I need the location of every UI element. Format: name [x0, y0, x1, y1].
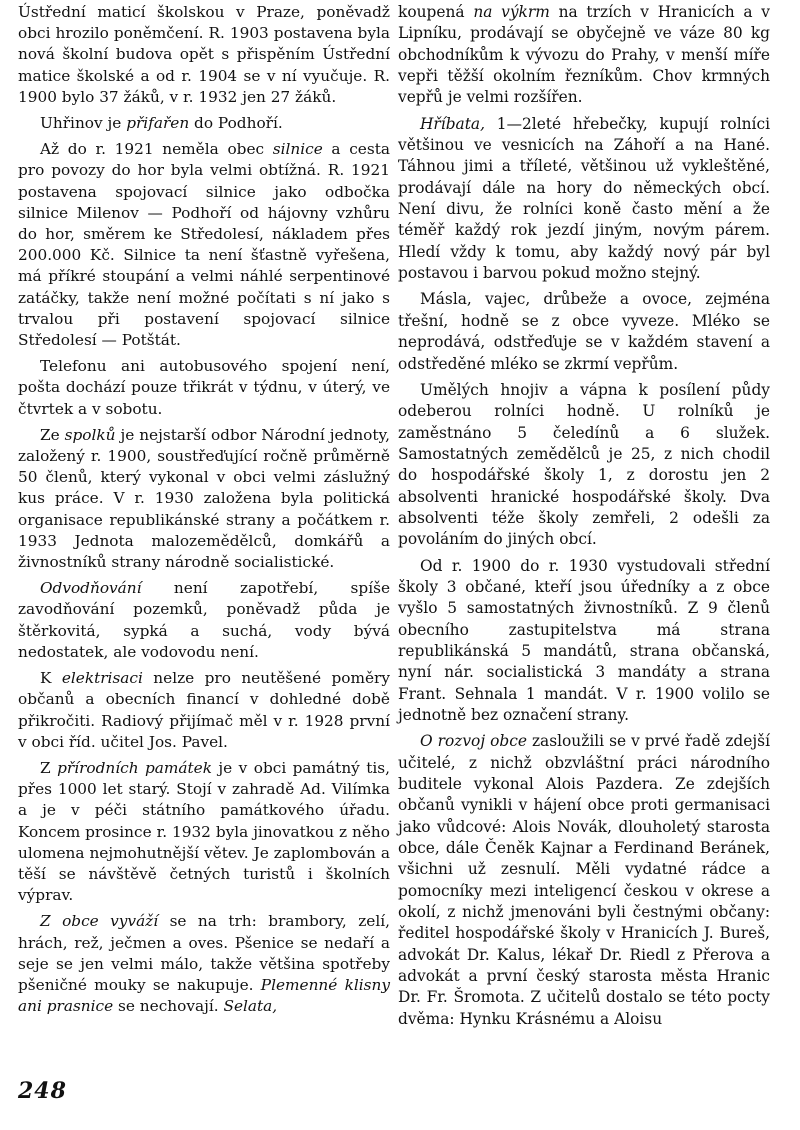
- italic-term: spolků: [64, 425, 116, 444]
- text-run: je v obci památný tis, přes 1000 let starý. Stojí v zahradě Ad. Vilímka a je v péči státního památkového úřadu. Koncem prosince r. 1932 byla jinovatkou z něho ulomena nejmohutnější větev. Je zaplombován a těší se návštěvě četných turistů i školních výprav.: [18, 758, 391, 905]
- paragraph: [18, 668, 390, 753]
- text-run: 1—2leté hřebečky, kupují rolníci většinou ve vesnicích na Záhoří a na Hané. Táhnou jimi a tříleté, většinou už vykleštěné, prodávají dále na hory do německých obcí. Není divu, že rolníci koně často mění a že téměř každý rok jezdí jiným, novým párem. Hledí vždy k tomu, aby každý nový pár byl postavou i barvou pokud možno stejný.: [398, 114, 770, 283]
- text-run: je nejstarší odbor Národní jednoty, založený r. 1900, soustřeďující ročně průměrně 50 členů, který vykonal v obci velmi záslužný kus práce. V r. 1930 založena byla politická organisace republikánské strany a počátkem r. 1933 Jednota malozemědělců, domkářů a živnostníků strany národně socialistické.: [18, 425, 391, 572]
- italic-term: Plemenné klisny ani prasnice: [18, 975, 391, 1016]
- page-number: 248: [18, 1078, 67, 1104]
- text-run: a cesta pro povozy do hor byla velmi obtížná. R. 1921 postavena spojovací silnice jako odbočka silnice Milenov — Podhoří od hájovny vzhůru do hor, směrem ke Středolesí, nákladem přes 200.000 Kč. Silnice ta není šťastně vyřešena, má příkré stoupání a velmi náhlé serpentinové zatáčky, takže není možné počítati s ní jako s trvalou při postavení spojovací silnice Středolesí — Potštát.: [18, 140, 390, 350]
- text-run: Až do r. 1921 neměla obec: [40, 140, 273, 159]
- text-run: zasloužili se v prvé řadě zdejší učitelé, z nichž obzvláštní práci národního buditele vykonal Alois Pazdera. Ze zdejších občanů vynikli v hájení obce proti germanisaci jako vůdcové: Alois Novák, dlouholetý starosta obce, dále Čeněk Kajnar a Ferdinand Beránek, všichni už zesnulí. Měli vydatné rádce a pomocníky mezi inteligencí českou v okrese a okolí, z nichž jmenováni byli čestnými občany: ředitel hospodářské školy v Hranicích J. Bureš, advokát Dr. Kalus, lékař Dr. Riedl z Přerova a advokát a první český starosta města Hranic Dr. Fr. Šromota. Z učitelů dostalo se této pocty dvěma: Hynku Krásnému a Aloisu: [398, 732, 770, 1028]
- text-run: do Podhoří.: [189, 114, 283, 133]
- italic-term: Odvodňování: [40, 579, 142, 598]
- paragraph: Od r. 1900 do r. 1930 vystudovali střední školy 3 občané, kteří jsou úředníky a z obce vyšlo 5 samostatných živnostníků. Z 9 členů obecního zastupitelstva má strana republikánská 5 mandátů, strana občanská, nyní nár. socialistická 3 mandáty a strana Frant. Sehnala 1 mandát. V r. 1900 volilo se jednotně bez označení strany.: [398, 556, 770, 724]
- right-column: [398, 2, 770, 1035]
- paragraph: [18, 113, 390, 134]
- paragraph: [398, 114, 770, 285]
- italic-term: Hříbata,: [420, 114, 485, 133]
- text-run: na trzích v Hranicích a v Lipníku, prodávají se obyčejně ve váze 80 kg obchodníkům k vývozu do Prahy, v menší míře vepři těžší okolním řezníkům. Chov krmných vepřů je velmi rozšířen.: [398, 3, 770, 107]
- text-run: se nechovají.: [113, 997, 224, 1016]
- paragraph: [398, 2, 770, 109]
- italic-term: O rozvoj obce: [420, 732, 527, 751]
- text-run: Uhřinov je: [40, 114, 127, 133]
- text-run: Ze: [40, 425, 65, 444]
- italic-term: Z obce vyváží: [40, 912, 159, 931]
- paragraph: Másla, vajec, drůbeže a ovoce, zejména třešní, hodně se z obce vyveze. Mléko se neprodává, odstřeďuje se v každém stavení a odstředěné mléko se zkrmí vepřům.: [398, 290, 770, 373]
- text-run: Z: [40, 758, 58, 777]
- paragraph: Ústřední maticí školskou v Praze, poněvadž obci hrozilo poněmčení. R. 1903 postavena byla nová školní budova opět s přispěním Ústřední matice školské a od r. 1904 se v ní vyučuje. R. 1900 bylo 37 žáků, v r. 1932 jen 27 žáků.: [18, 3, 390, 106]
- italic-term: elektrisaci: [61, 669, 143, 688]
- italic-term: přírodních památek: [57, 758, 212, 777]
- italic-term: přifařen: [126, 114, 190, 133]
- text-run: se na trh: brambory, zelí, hrách, rež, ječmen a oves. Pšenice se nedaří a seje se jen velmi málo, takže většina spotřeby pšeničné mouky se nakupuje.: [18, 912, 390, 994]
- paragraph: Telefonu ani autobusového spojení není, pošta dochází pouze třikrát v týdnu, v úterý, ve čtvrtek a v sobotu.: [18, 357, 390, 418]
- left-column: [18, 2, 390, 1022]
- paragraph: [18, 758, 390, 906]
- paragraph: [18, 578, 390, 663]
- italic-term: silnice: [272, 140, 323, 159]
- paragraph: [18, 911, 390, 1017]
- text-run: není zapotřebí, spíše zavodňování pozemků, poněvadž půda je štěrkovitá, sypká a suchá, vody bývá nedostatek, ale vodovodu není.: [18, 579, 390, 661]
- italic-term: Selata,: [223, 997, 278, 1016]
- paragraph: [398, 731, 770, 1030]
- paragraph: [18, 139, 390, 351]
- italic-term: na výkrm: [473, 3, 550, 21]
- paragraph: [18, 425, 390, 573]
- text-run: K: [40, 669, 62, 688]
- text-run: koupená: [398, 3, 474, 21]
- paragraph: Umělých hnojiv a vápna k posílení půdy odeberou rolníci hodně. U rolníků je zaměstnáno 5 čeledínů a 6 služek. Samostatných zemědělců je 25, z nich chodil do hospodářské školy 1, z dorostu jen 2 absolventi hranické hospodářské školy. Dva absolventi téže školy zemřeli, 2 odešli za povoláním do jiných obcí.: [398, 380, 770, 549]
- text-run: nelze pro neutěšené poměry občanů a obecních financí v dohledné době přikročiti. Radiový přijímač měl v r. 1928 první v obci říd. učitel Jos. Pavel.: [18, 669, 390, 751]
